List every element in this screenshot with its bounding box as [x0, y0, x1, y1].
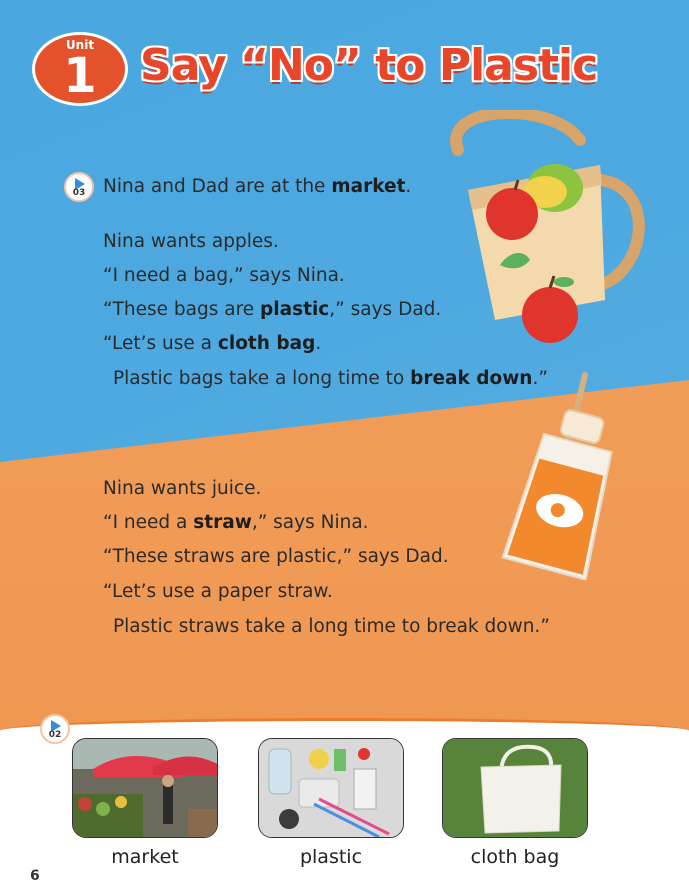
story-line: “These straws are plastic,” says Dad. [103, 546, 449, 567]
story-audio-button[interactable] [64, 172, 94, 202]
story-line: “I need a bag,” says Nina. [103, 265, 345, 286]
unit-badge [32, 32, 128, 106]
cloth-bag-apples-illustration [430, 110, 660, 350]
unit-number: 1 [63, 48, 97, 104]
story-line: “I need a straw,” says Nina. [103, 512, 369, 533]
page-number: 6 [30, 868, 40, 884]
story-line: Nina and Dad are at the market. [103, 176, 412, 197]
vocab-label: market [111, 846, 179, 868]
audio-track-number: 02 [48, 730, 62, 740]
vocab-label: plastic [299, 846, 363, 868]
unit-label: Unit [65, 38, 95, 52]
story-line: Plastic bags take a long time to break down.” [113, 368, 548, 389]
vocab-audio-button[interactable] [40, 714, 70, 744]
page-title: Say “No” to Plastic [140, 40, 598, 91]
story-line: “Let’s use a cloth bag. [103, 333, 322, 354]
plastic-items-photo [258, 738, 404, 838]
market-photo [72, 738, 218, 838]
story-line: Plastic straws take a long time to break down.” [113, 616, 550, 637]
story-line: “Let’s use a paper straw. [103, 581, 333, 602]
audio-track-number: 03 [72, 188, 86, 198]
vocab-label: cloth bag [470, 846, 560, 868]
story-line: “These bags are plastic,” says Dad. [103, 299, 442, 320]
story-line: Nina wants juice. [103, 478, 262, 499]
cloth-bag-photo [442, 738, 588, 838]
juice-bottle-illustration [490, 370, 630, 580]
story-line: Nina wants apples. [103, 231, 279, 252]
